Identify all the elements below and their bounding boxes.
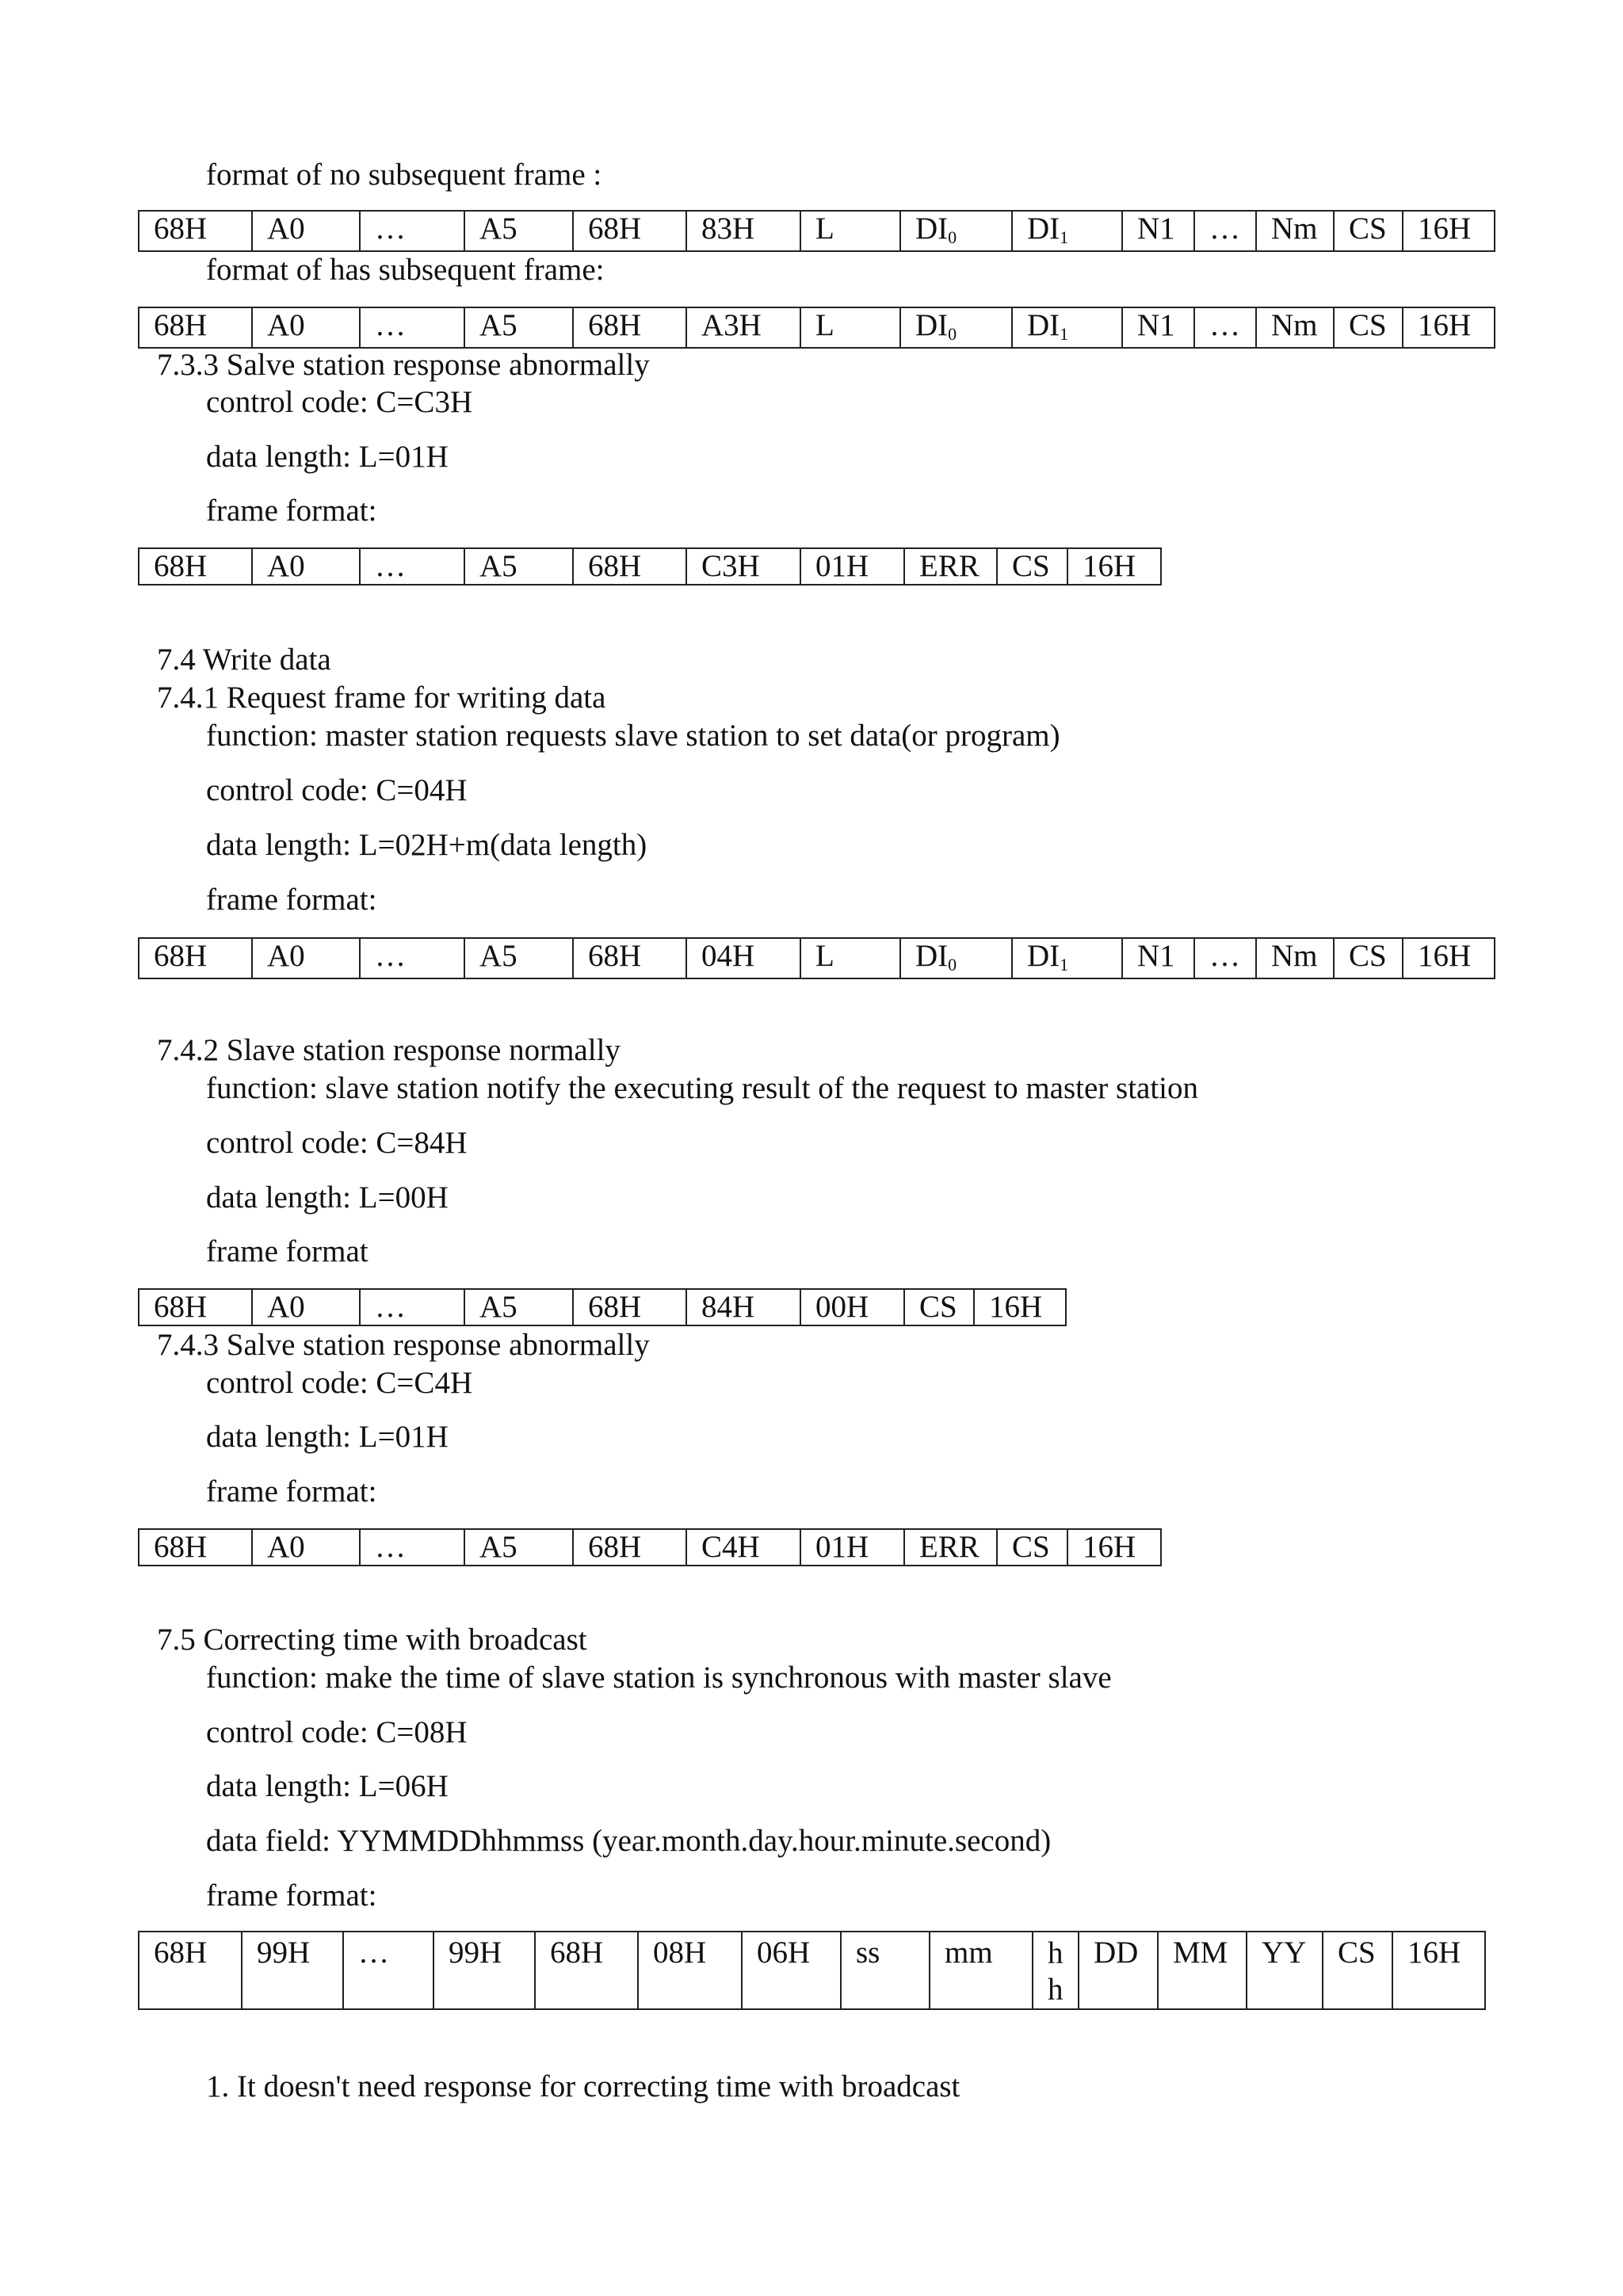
cell: 68H (573, 307, 686, 348)
heading-7-3-3: 7.3.3 Salve station response abnormally (157, 348, 650, 382)
subscript: 0 (948, 955, 957, 974)
cell (900, 307, 1012, 348)
cell: … (1194, 307, 1256, 348)
cell: CS (1334, 307, 1403, 348)
cell: A5 (464, 211, 573, 251)
subscript: 1 (1060, 955, 1069, 974)
cell: A0 (252, 938, 360, 978)
heading-7-4-3: 7.4.3 Salve station response abnormally (157, 1328, 650, 1362)
text-data-length: data length: L=01H (206, 1420, 449, 1454)
cell: 99H (433, 1932, 535, 2009)
cell: A5 (464, 307, 573, 348)
cell: 68H (573, 1529, 686, 1566)
cell: … (360, 307, 464, 348)
cell: CS (997, 1529, 1067, 1566)
cell: 68H (573, 1289, 686, 1325)
text-function: function: master station requests slave station to set data(or program) (206, 719, 1060, 753)
cell: … (360, 1289, 464, 1325)
cell: h h (1033, 1932, 1079, 2009)
cell: ERR (904, 548, 997, 585)
cell: … (1194, 938, 1256, 978)
text-control-code: control code: C=C3H (206, 385, 473, 419)
cell: N1 (1122, 307, 1194, 348)
cell: N1 (1122, 938, 1194, 978)
text-data-field: data field: YYMMDDhhmmss (year.month.day.hour.minute.second) (206, 1824, 1052, 1858)
table-row (139, 307, 1495, 348)
table-row (139, 211, 1495, 251)
heading-7-4: 7.4 Write data (157, 643, 331, 677)
cell: L (800, 211, 900, 251)
cell: 16H (1403, 938, 1495, 978)
cell-text: DI (1027, 939, 1060, 973)
text-frame-format: frame format: (206, 1474, 377, 1508)
cell (900, 211, 1012, 251)
cell: 04H (686, 938, 800, 978)
cell: 16H (1392, 1932, 1485, 2009)
cell: A5 (464, 938, 573, 978)
cell: 16H (974, 1289, 1066, 1325)
frame-table-has-subsequent (138, 307, 1495, 349)
text-frame-format: frame format: (206, 494, 377, 528)
cell: mm (930, 1932, 1033, 2009)
text-control-code: control code: C=C4H (206, 1366, 473, 1400)
text-frame-format: frame format: (206, 883, 377, 917)
cell: … (360, 211, 464, 251)
cell-text: DI (915, 212, 949, 246)
text-control-code: control code: C=04H (206, 773, 468, 807)
cell: A0 (252, 307, 360, 348)
heading-7-5: 7.5 Correcting time with broadcast (157, 1623, 587, 1657)
cell: … (360, 548, 464, 585)
cell: L (800, 938, 900, 978)
cell: ERR (904, 1529, 997, 1566)
cell: 68H (535, 1932, 638, 2009)
table-row (139, 1289, 1066, 1325)
cell: CS (997, 548, 1067, 585)
cell: Nm (1256, 211, 1334, 251)
frame-table-7-3-3 (138, 547, 1162, 585)
cell: 06H (742, 1932, 841, 2009)
cell: CS (1334, 938, 1403, 978)
cell: Nm (1256, 307, 1334, 348)
frame-table-7-4-1 (138, 937, 1495, 979)
cell: A0 (252, 1529, 360, 1566)
cell: A5 (464, 1529, 573, 1566)
subscript: 0 (948, 227, 957, 247)
cell: … (360, 1529, 464, 1566)
table-row (139, 1932, 1485, 2009)
text-frame-format: frame format: (206, 1878, 377, 1913)
cell: C4H (686, 1529, 800, 1566)
cell: 16H (1067, 548, 1161, 585)
cell: CS (904, 1289, 974, 1325)
cell: 68H (139, 1289, 252, 1325)
text-frame-format: frame format (206, 1234, 369, 1268)
cell: 68H (139, 938, 252, 978)
table-row (139, 1529, 1161, 1566)
frame-table-7-5 (138, 1931, 1486, 2010)
cell: 68H (139, 211, 252, 251)
text-data-length: data length: L=00H (206, 1180, 449, 1215)
cell: N1 (1122, 211, 1194, 251)
cell-text: DI (915, 939, 949, 973)
cell: 68H (573, 938, 686, 978)
cell: DD (1079, 1932, 1158, 2009)
subscript: 0 (948, 324, 957, 344)
text-function: function: slave station notify the executing result of the request to master station (206, 1071, 1199, 1105)
cell: 01H (800, 548, 904, 585)
cell: A5 (464, 1289, 573, 1325)
cell: 99H (242, 1932, 343, 2009)
text-data-length: data length: L=01H (206, 440, 449, 474)
frame-table-no-subsequent (138, 210, 1495, 252)
cell: 84H (686, 1289, 800, 1325)
cell: 68H (139, 307, 252, 348)
subscript: 1 (1060, 324, 1069, 344)
text-control-code: control code: C=84H (206, 1126, 468, 1160)
cell: C3H (686, 548, 800, 585)
note-broadcast: 1. It doesn't need response for correcting time with broadcast (206, 2069, 960, 2103)
text-data-length: data length: L=06H (206, 1769, 449, 1803)
cell: … (360, 938, 464, 978)
frame-table-7-4-3 (138, 1528, 1162, 1566)
cell (1012, 211, 1122, 251)
cell: ss (841, 1932, 930, 2009)
frame-table-7-4-2 (138, 1288, 1067, 1326)
cell (1012, 307, 1122, 348)
cell: 68H (139, 1932, 242, 2009)
cell (900, 938, 1012, 978)
cell: YY (1247, 1932, 1323, 2009)
cell: 16H (1403, 307, 1495, 348)
cell: … (343, 1932, 433, 2009)
cell-text: DI (915, 308, 949, 342)
cell: 16H (1067, 1529, 1161, 1566)
cell: 68H (139, 1529, 252, 1566)
cell-text: DI (1027, 308, 1060, 342)
cell: A0 (252, 548, 360, 585)
cell: A0 (252, 211, 360, 251)
cell: 16H (1403, 211, 1495, 251)
text-function: function: make the time of slave station is synchronous with master slave (206, 1661, 1112, 1695)
cell: … (1194, 211, 1256, 251)
table-row (139, 938, 1495, 978)
heading-7-4-2: 7.4.2 Slave station response normally (157, 1033, 621, 1067)
cell: 83H (686, 211, 800, 251)
text-no-subsequent: format of no subsequent frame : (206, 158, 602, 192)
cell: L (800, 307, 900, 348)
cell (1012, 938, 1122, 978)
cell: MM (1158, 1932, 1247, 2009)
cell-text: DI (1027, 212, 1060, 246)
cell: 01H (800, 1529, 904, 1566)
cell: CS (1323, 1932, 1392, 2009)
table-row (139, 548, 1161, 585)
cell: CS (1334, 211, 1403, 251)
cell: 00H (800, 1289, 904, 1325)
cell: A5 (464, 548, 573, 585)
cell: A0 (252, 1289, 360, 1325)
cell: 68H (573, 548, 686, 585)
text-has-subsequent: format of has subsequent frame: (206, 253, 605, 287)
subscript: 1 (1060, 227, 1069, 247)
text-control-code: control code: C=08H (206, 1715, 468, 1749)
cell: 08H (638, 1932, 742, 2009)
cell: 68H (139, 548, 252, 585)
cell: A3H (686, 307, 800, 348)
text-data-length: data length: L=02H+m(data length) (206, 828, 647, 862)
cell: 68H (573, 211, 686, 251)
cell: Nm (1256, 938, 1334, 978)
heading-7-4-1: 7.4.1 Request frame for writing data (157, 681, 606, 715)
